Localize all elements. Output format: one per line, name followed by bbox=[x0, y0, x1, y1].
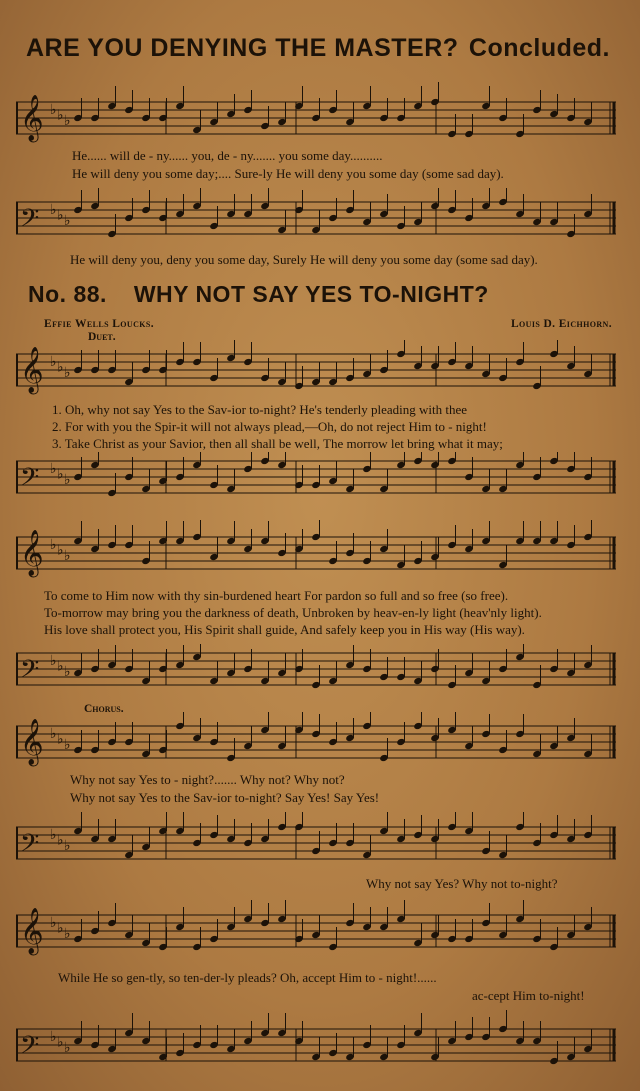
staff-treble-1 bbox=[16, 78, 616, 158]
flat-icon: ♭ bbox=[50, 202, 57, 218]
flat-icon: ♭ bbox=[64, 838, 71, 855]
chorus-label: Chorus. bbox=[84, 703, 124, 715]
flat-icon: ♭ bbox=[50, 1029, 57, 1045]
flat-icon: ♭ bbox=[57, 207, 64, 224]
staff-treble-4 bbox=[16, 712, 616, 772]
hymn-number: No. 88. bbox=[28, 281, 107, 307]
lyrics-line: He will deny you some day;.... Sure-ly He will deny you some day (some sad day). bbox=[72, 166, 504, 181]
flat-icon: ♭ bbox=[64, 548, 71, 565]
flat-icon: ♭ bbox=[64, 113, 71, 130]
flat-icon: ♭ bbox=[57, 107, 64, 124]
treble-clef-icon: 𝄞 bbox=[20, 529, 44, 576]
final-echo-lyrics: ac-cept Him to-night! bbox=[472, 988, 585, 1003]
flat-icon: ♭ bbox=[64, 926, 71, 943]
verse-2-line-2: To-morrow may bring you the darkness of death, Unbroken by heav-en-ly light (heav'nly light). bbox=[44, 605, 542, 620]
flat-icon: ♭ bbox=[57, 731, 64, 748]
lyrics-line: He...... will de - ny...... you, de - ny....... you some day.......... bbox=[72, 148, 383, 163]
page-header bbox=[26, 34, 616, 63]
flat-icon: ♭ bbox=[57, 466, 64, 483]
staff-bass-4 bbox=[16, 812, 616, 874]
verse-2-line-1: 2. For with you the Spir-it will not always plead,—Oh, do not reject Him to - night! bbox=[52, 419, 487, 434]
treble-clef-icon: 𝄞 bbox=[20, 718, 44, 765]
flat-icon: ♭ bbox=[50, 354, 57, 370]
lyricist-credit: Effie Wells Loucks. bbox=[44, 318, 154, 330]
staff-treble-3 bbox=[16, 520, 616, 585]
bass-clef-icon: 𝄢 bbox=[20, 203, 40, 239]
flat-icon: ♭ bbox=[57, 542, 64, 559]
flat-icon: ♭ bbox=[57, 920, 64, 937]
bass-clef-icon: 𝄢 bbox=[20, 1030, 40, 1066]
flat-icon: ♭ bbox=[50, 653, 57, 669]
staff-treble-5 bbox=[16, 900, 616, 962]
previous-hymn-title: ARE YOU DENYING THE MASTER? bbox=[26, 34, 459, 62]
flat-icon: ♭ bbox=[57, 1034, 64, 1051]
flat-icon: ♭ bbox=[50, 827, 57, 843]
flat-icon: ♭ bbox=[64, 472, 71, 489]
bass-clef-icon: 𝄢 bbox=[20, 828, 40, 864]
lyrics-line: He will deny you, deny you some day, Surely He will deny you some day (some sad day). bbox=[70, 252, 538, 267]
staff-bass-2 bbox=[16, 452, 616, 502]
flat-icon: ♭ bbox=[64, 664, 71, 681]
flat-icon: ♭ bbox=[57, 658, 64, 675]
final-lyrics-line: While He so gen-tly, so ten-der-ly pleads? Oh, accept Him to - night!...... bbox=[58, 970, 437, 985]
concluded-label: Concluded. bbox=[468, 34, 610, 62]
bass-clef-icon: 𝄢 bbox=[20, 654, 40, 690]
flat-icon: ♭ bbox=[64, 737, 71, 754]
flat-icon: ♭ bbox=[50, 102, 57, 118]
composer-credit: Louis D. Eichhorn. bbox=[510, 318, 612, 330]
flat-icon: ♭ bbox=[64, 1040, 71, 1057]
treble-clef-icon: 𝄞 bbox=[20, 94, 44, 141]
flat-icon: ♭ bbox=[50, 461, 57, 477]
flat-icon: ♭ bbox=[57, 359, 64, 376]
duet-label: Duet. bbox=[88, 331, 116, 343]
treble-clef-icon: 𝄞 bbox=[20, 346, 44, 393]
hymn-heading bbox=[28, 281, 618, 308]
staff-bass-1 bbox=[16, 188, 616, 248]
flat-icon: ♭ bbox=[64, 365, 71, 382]
flat-icon: ♭ bbox=[50, 537, 57, 553]
flat-icon: ♭ bbox=[50, 915, 57, 931]
staff-bass-5 bbox=[16, 1010, 616, 1080]
hymn-title: WHY NOT SAY YES TO-NIGHT? bbox=[133, 281, 489, 307]
verse-1-line-2: To come to Him now with thy sin-burdened heart For pardon so full and so free (so free). bbox=[44, 588, 509, 603]
chorus-lyrics-line: Why not say Yes to the Sav-ior to-night? Say Yes! Say Yes! bbox=[70, 790, 380, 805]
bass-clef-icon: 𝄢 bbox=[20, 462, 40, 498]
flat-icon: ♭ bbox=[50, 726, 57, 742]
bass-echo-lyrics: Why not say Yes? Why not to-night? bbox=[366, 876, 558, 891]
verse-3-line-1: 3. Take Christ as your Savior, then all shall be well, The morrow let bring what it may; bbox=[52, 436, 503, 451]
verse-3-line-2: His love shall protect you, His Spirit shall guide, And safely keep you in His way (His way). bbox=[44, 622, 525, 637]
chorus-lyrics-line: Why not say Yes to - night?....... Why not? Why not? bbox=[70, 772, 345, 787]
staff-treble-2 bbox=[16, 340, 616, 400]
treble-clef-icon: 𝄞 bbox=[20, 907, 44, 954]
staff-bass-3 bbox=[16, 644, 616, 694]
verse-1-line-1: 1. Oh, why not say Yes to the Sav-ior to-night? He's tenderly pleading with thee bbox=[52, 402, 468, 417]
flat-icon: ♭ bbox=[64, 213, 71, 230]
flat-icon: ♭ bbox=[57, 832, 64, 849]
